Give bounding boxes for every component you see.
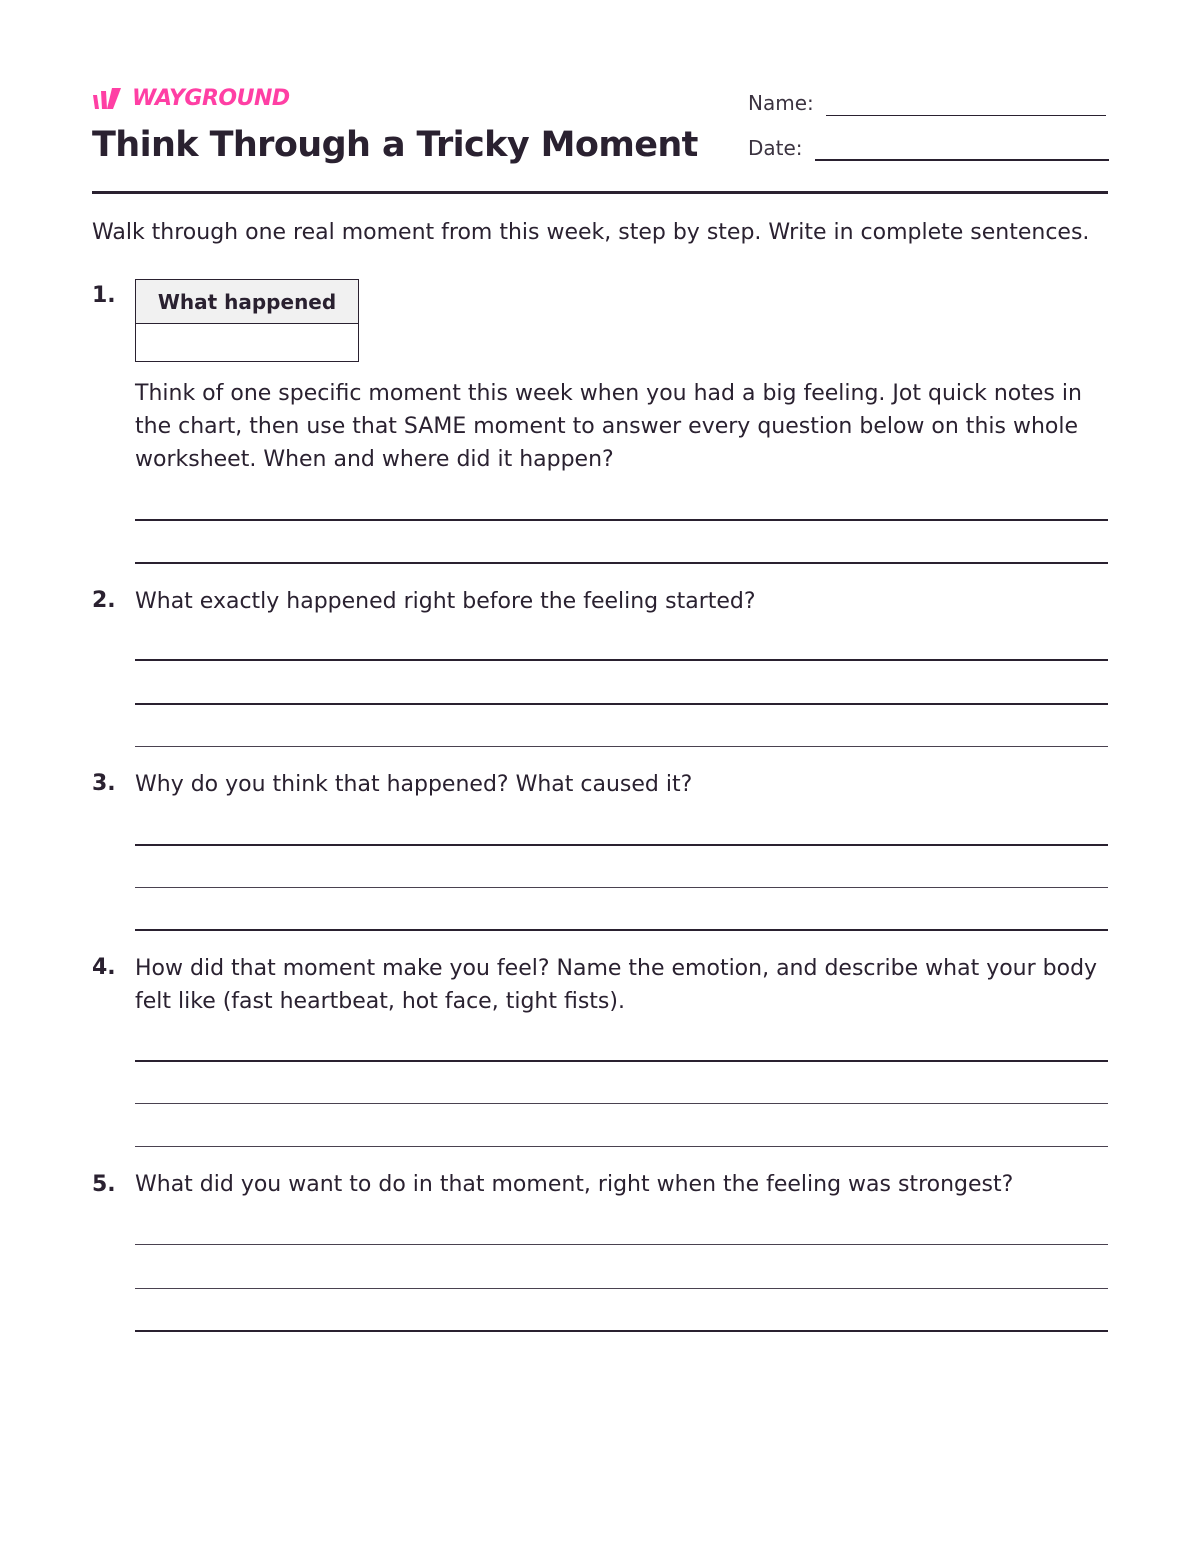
- answer-line[interactable]: [135, 1103, 1108, 1104]
- name-input-line[interactable]: [826, 89, 1106, 116]
- answer-line[interactable]: [135, 1060, 1108, 1062]
- page-title: Think Through a Tricky Moment: [92, 125, 698, 165]
- answer-line[interactable]: [135, 659, 1108, 661]
- answer-line[interactable]: [135, 1244, 1108, 1245]
- answer-line[interactable]: [135, 929, 1108, 931]
- answer-line[interactable]: [135, 844, 1108, 846]
- answer-line[interactable]: [135, 1146, 1108, 1147]
- instructions: Walk through one real moment from this week, step by step. Write in complete sentences.: [92, 220, 1090, 245]
- question-2-number: 2.: [92, 588, 116, 613]
- name-label: Name:: [748, 91, 814, 115]
- question-1-text: Think of one specific moment this week when you had a big feeling. Jot quick notes in the chart, then use that SAME moment to answer every question below on this whole worksheet. When and where did it happen?: [135, 381, 1082, 472]
- date-label: Date:: [748, 136, 803, 160]
- chart-header: What happened: [136, 280, 358, 324]
- answer-line[interactable]: [135, 1330, 1108, 1332]
- question-4-text: How did that moment make you feel? Name the emotion, and describe what your body felt like (fast heartbeat, hot face, tight fists).: [135, 956, 1098, 1014]
- answer-line[interactable]: [135, 703, 1108, 705]
- question-3-text: Why do you think that happened? What caused it?: [135, 772, 693, 797]
- chart-cell[interactable]: [136, 324, 358, 360]
- answer-line[interactable]: [135, 1288, 1108, 1289]
- question-5-number: 5.: [92, 1172, 116, 1197]
- answer-line[interactable]: [135, 562, 1108, 564]
- question-1-number: 1.: [92, 283, 116, 308]
- brand-logo: [92, 86, 290, 112]
- brand-name: WAYGROUND: [132, 86, 290, 111]
- answer-line[interactable]: [135, 519, 1108, 521]
- header-divider: [92, 191, 1108, 194]
- wayground-logo-icon: [92, 87, 128, 111]
- question-2-text: What exactly happened right before the feeling started?: [135, 589, 756, 614]
- question-3-number: 3.: [92, 771, 116, 796]
- answer-line[interactable]: [135, 746, 1108, 747]
- name-field: [748, 89, 1106, 116]
- date-input-line[interactable]: [815, 133, 1109, 161]
- question-4-number: 4.: [92, 955, 116, 980]
- what-happened-chart: [135, 279, 359, 362]
- answer-line[interactable]: [135, 887, 1108, 888]
- question-5-text: What did you want to do in that moment, right when the feeling was strongest?: [135, 1172, 1014, 1197]
- date-field: [748, 133, 1109, 161]
